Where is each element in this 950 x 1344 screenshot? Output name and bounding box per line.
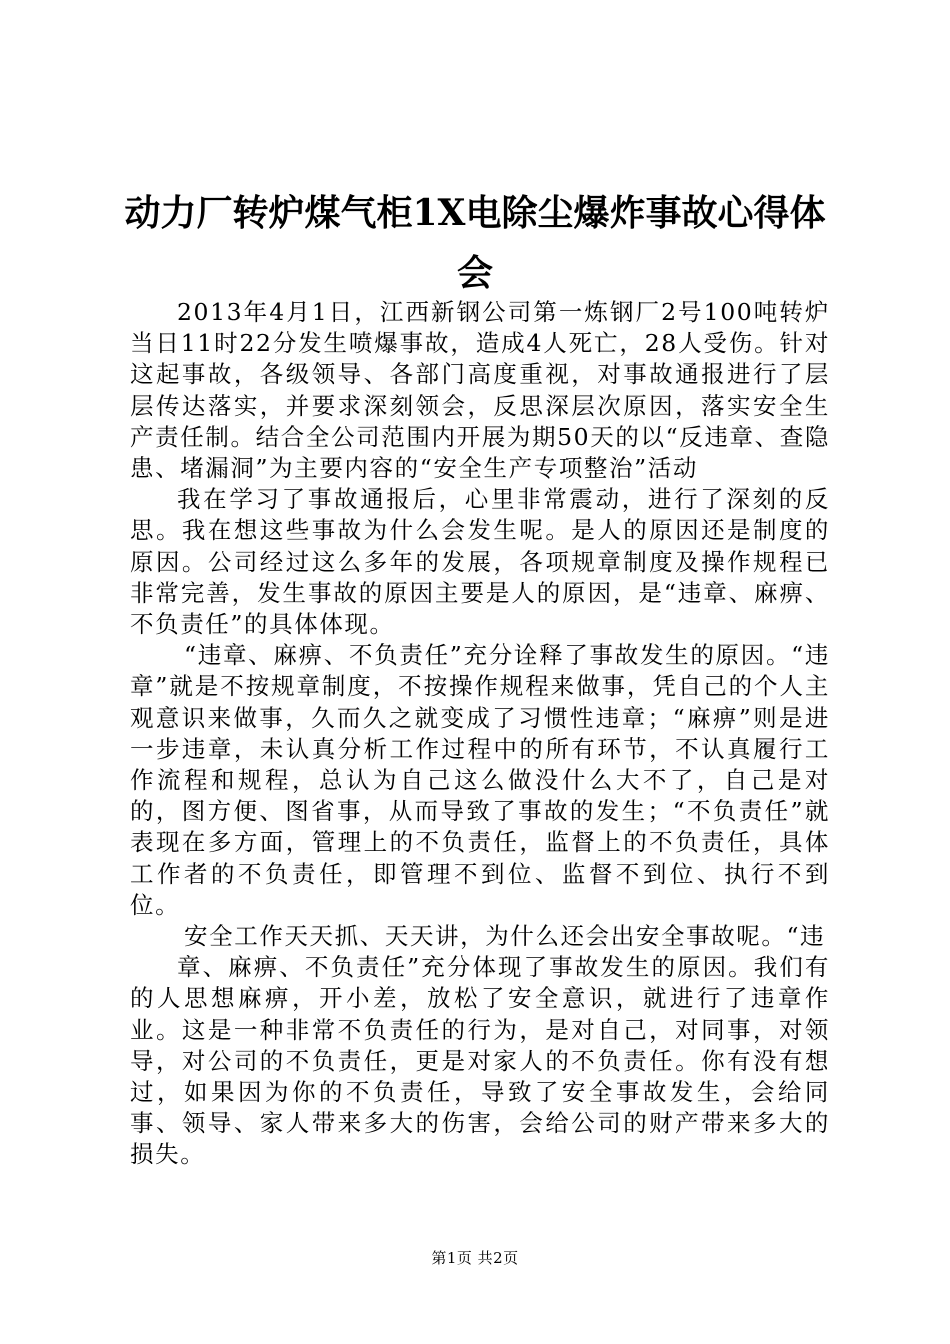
document-body bbox=[130, 297, 830, 1171]
paragraph-5: 章、麻痹、不负责任”充分体现了事故发生的原因。我们有的人思想麻痹，开小差，放松了安全意识，就进行了违章作业。这是一种非常不负责任的行为，是对自己，对同事，对领导，对公司的不负责任，更是对家人的不负责任。你有没有想过，如果因为你的不负责任，导致了安全事故发生，会给同事、领导、家人带来多大的伤害，会给公司的财产带来多大的损失。 bbox=[130, 953, 830, 1169]
paragraph-3: “违章、麻痹、不负责任”充分诠释了事故发生的原因。“违章”就是不按规章制度，不按操作规程来做事，凭自己的个人主观意识来做事，久而久之就变成了习惯性违章；“麻痹”则是进一步违章，未认真分析工作过程中的所有环节，不认真履行工作流程和规程，总认为自己这么做没什么大不了，自己是对的，图方便、图省事，从而导致了事故的发生；“不负责任”就表现在多方面，管理上的不负责任，监督上的不负责任，具体工作者的不负责任，即管理不到位、监督不到位、执行不到位。 bbox=[130, 641, 830, 919]
paragraph-2: 我在学习了事故通报后，心里非常震动，进行了深刻的反思。我在想这些事故为什么会发生呢。是人的原因还是制度的原因。公司经过这么多年的发展，各项规章制度及操作规程已非常完善，发生事故的原因主要是人的原因，是“违章、麻痹、不负责任”的具体体现。 bbox=[130, 485, 830, 639]
page-footer: 第1页 共2页 bbox=[431, 1249, 519, 1267]
document-title: 动力厂转炉煤气柜1X电除尘爆炸事故心得体会 bbox=[124, 192, 826, 294]
paragraph-4: 安全工作天天抓、天天讲，为什么还会出安全事故呢。“违 bbox=[184, 922, 826, 951]
paragraph-1: 2013年4月1日，江西新钢公司第一炼钢厂2号100吨转炉当日11时22分发生喷爆事故，造成4人死亡，28人受伤。针对这起事故，各级领导、各部门高度重视，对事故通报进行了层层传达落实，并要求深刻领会，反思深层次原因，落实安全生产责任制。结合全公司范围内开展为期50天的以“反违章、查隐患、堵漏洞”为主要内容的“安全生产专项整治”活动 bbox=[130, 298, 830, 483]
